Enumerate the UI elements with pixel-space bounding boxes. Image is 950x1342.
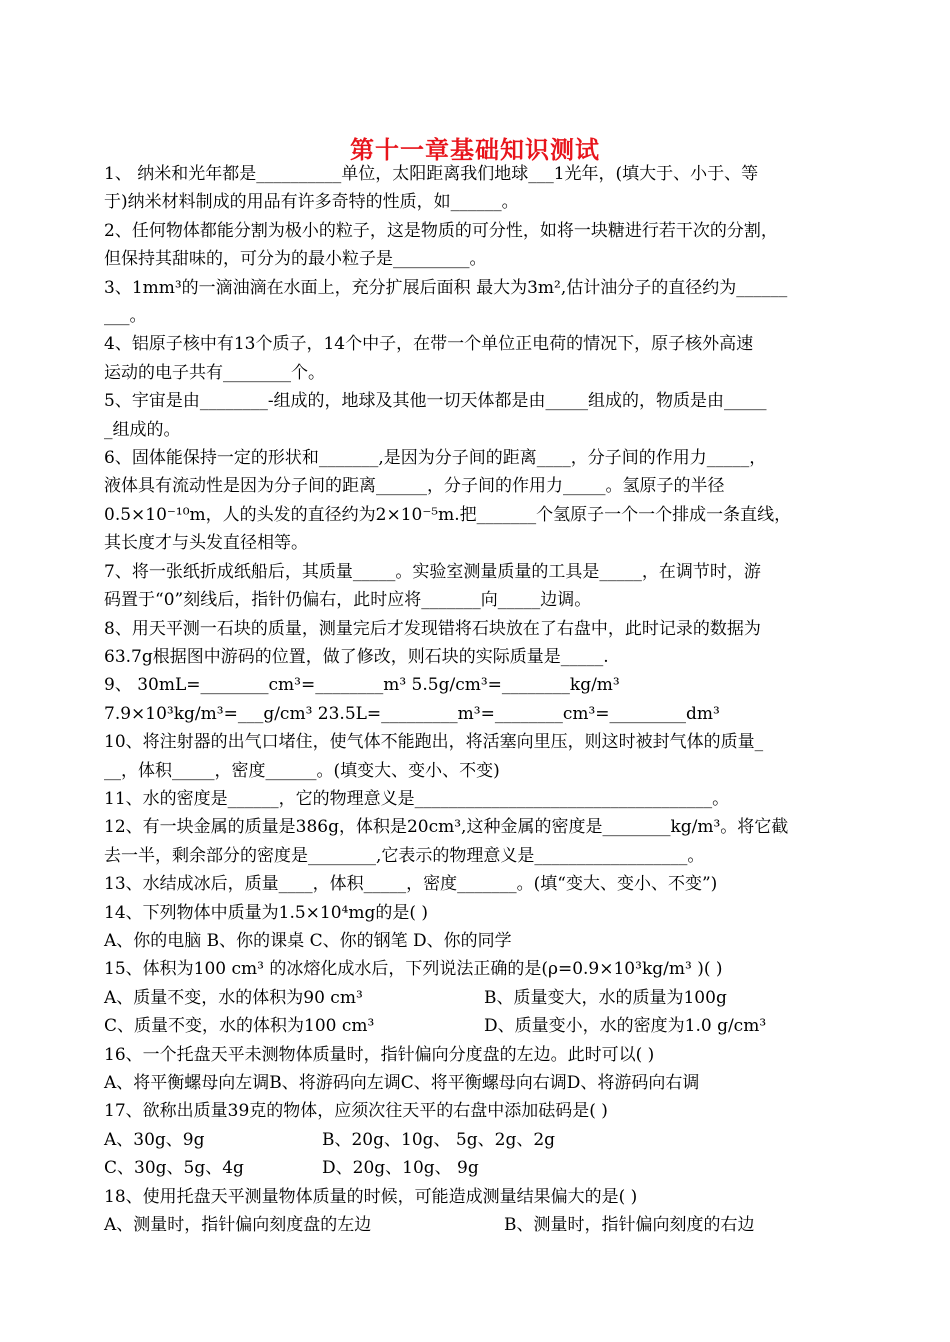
question-line: 11、水的密度是______，它的物理意义是___________________________________。	[104, 788, 730, 809]
question-line: 液体具有流动性是因为分子间的距离______，分子间的作用力_____。氢原子的半径	[104, 476, 725, 497]
question-line: 6、固体能保持一定的形状和_______,是因为分子间的距离____，分子间的作用力_____，	[104, 448, 767, 469]
question-line: 4、铝原子核中有13个质子，14个中子，在带一个单位正电荷的情况下，原子核外高速	[104, 334, 754, 355]
option-item: B、质量变大，水的质量为100g	[484, 987, 727, 1008]
option-row	[104, 984, 856, 1012]
option-item: C、30g、5g、4g	[104, 1158, 244, 1179]
question-line: 63.7g根据图中游码的位置，做了修改，则石块的实际质量是_____.	[104, 646, 609, 667]
option-item: C、质量不变，水的体积为100 cm³	[104, 1016, 375, 1037]
option-item: B、测量时，指针偏向刻度的右边	[504, 1215, 755, 1236]
question-line: 18、使用托盘天平测量物体质量的时候，可能造成测量结果偏大的是( )	[104, 1186, 638, 1207]
question-line: A、你的电脑 B、你的课桌 C、你的钢笔 D、你的同学	[104, 930, 512, 951]
question-line: 17、欲称出质量39克的物体，应须次往天平的右盘中添加砝码是( )	[104, 1101, 608, 1122]
question-line: 16、一个托盘天平未测物体质量时，指针偏向分度盘的左边。此时可以( )	[104, 1044, 655, 1065]
question-line: 8、用天平测一石块的质量，测量完后才发现错将石块放在了右盘中，此时记录的数据为	[104, 618, 761, 639]
option-row	[104, 1154, 856, 1182]
question-line: 9、 30mL=________cm³=________m³ 5.5g/cm³=________kg/m³	[104, 675, 620, 696]
question-line: 但保持其甜味的，可分为的最小粒子是_________。	[104, 249, 487, 270]
question-line: 3、1mm³的一滴油滴在水面上，充分扩展后面积 最大为3m²,估计油分子的直径约为______	[104, 277, 788, 298]
option-item: B、20g、10g、 5g、2g、2g	[322, 1129, 556, 1150]
question-line: __，体积_____，密度______。(填变大、变小、不变)	[104, 760, 500, 781]
option-row	[104, 1012, 856, 1040]
question-line: 去一半，剩余部分的密度是________,它表示的物理意义是__________________。	[104, 845, 705, 866]
question-line: 7.9×10³kg/m³=___g/cm³ 23.5L=_________m³=________cm³=_________dm³	[104, 703, 720, 724]
question-line: 0.5×10⁻¹⁰m，人的头发的直径约为2×10⁻⁵m.把_______个氢原子一个一个排成一条直线，	[104, 504, 792, 525]
question-line: 15、体积为100 cm³ 的冰熔化成水后，下列说法正确的是(ρ=0.9×10³kg/m³ )( )	[104, 959, 723, 980]
question-line: 2、任何物体都能分割为极小的粒子，这是物质的可分性，如将一块糖进行若干次的分割，	[104, 220, 778, 241]
question-list	[104, 160, 856, 1239]
question-line: ___。	[104, 306, 147, 327]
option-row	[104, 1211, 856, 1239]
question-line: 13、水结成冰后，质量____，体积_____，密度_______。(填“变大、变小、不变”)	[104, 874, 718, 895]
question-line: 运动的电子共有________个。	[104, 362, 325, 383]
option-item: A、质量不变，水的体积为90 cm³	[104, 987, 363, 1008]
option-item: D、质量变小，水的密度为1.0 g/cm³	[484, 1016, 767, 1037]
option-item: D、20g、10g、 9g	[322, 1158, 479, 1179]
question-line: 1、 纳米和光年都是__________单位，太阳距离我们地球___1光年，(填大于、小于、等	[104, 164, 759, 184]
question-line: A、将平衡螺母向左调B、将游码向左调C、将平衡螺母向右调D、将游码向右调	[104, 1073, 700, 1093]
option-item: A、测量时，指针偏向刻度盘的左边	[104, 1215, 372, 1236]
question-line: 其长度才与头发直径相等。	[104, 533, 308, 554]
question-line: 于)纳米材料制成的用品有许多奇特的性质，如______。	[104, 192, 519, 213]
page-title: 第十一章基础知识测试	[350, 135, 600, 164]
question-line: 码置于“0”刻线后，指针仍偏右，此时应将_______向_____边调。	[104, 590, 592, 611]
question-line: _组成的。	[104, 419, 181, 440]
question-line: 7、将一张纸折成纸船后，其质量_____。实验室测量质量的工具是_____，在调节时，游	[104, 561, 761, 582]
option-item: A、30g、9g	[104, 1129, 205, 1150]
question-line: 5、宇宙是由________-组成的，地球及其他一切天体都是由_____组成的，物质是由_____	[104, 391, 767, 412]
question-line: 10、将注射器的出气口堵住，使气体不能跑出，将活塞向里压，则这时被封气体的质量_	[104, 732, 764, 753]
question-line: 14、下列物体中质量为1.5×10⁴mg的是( )	[104, 902, 429, 923]
question-line: 12、有一块金属的质量是386g，体积是20cm³,这种金属的密度是________kg/m³。将它截	[104, 817, 789, 838]
option-row	[104, 1126, 856, 1154]
